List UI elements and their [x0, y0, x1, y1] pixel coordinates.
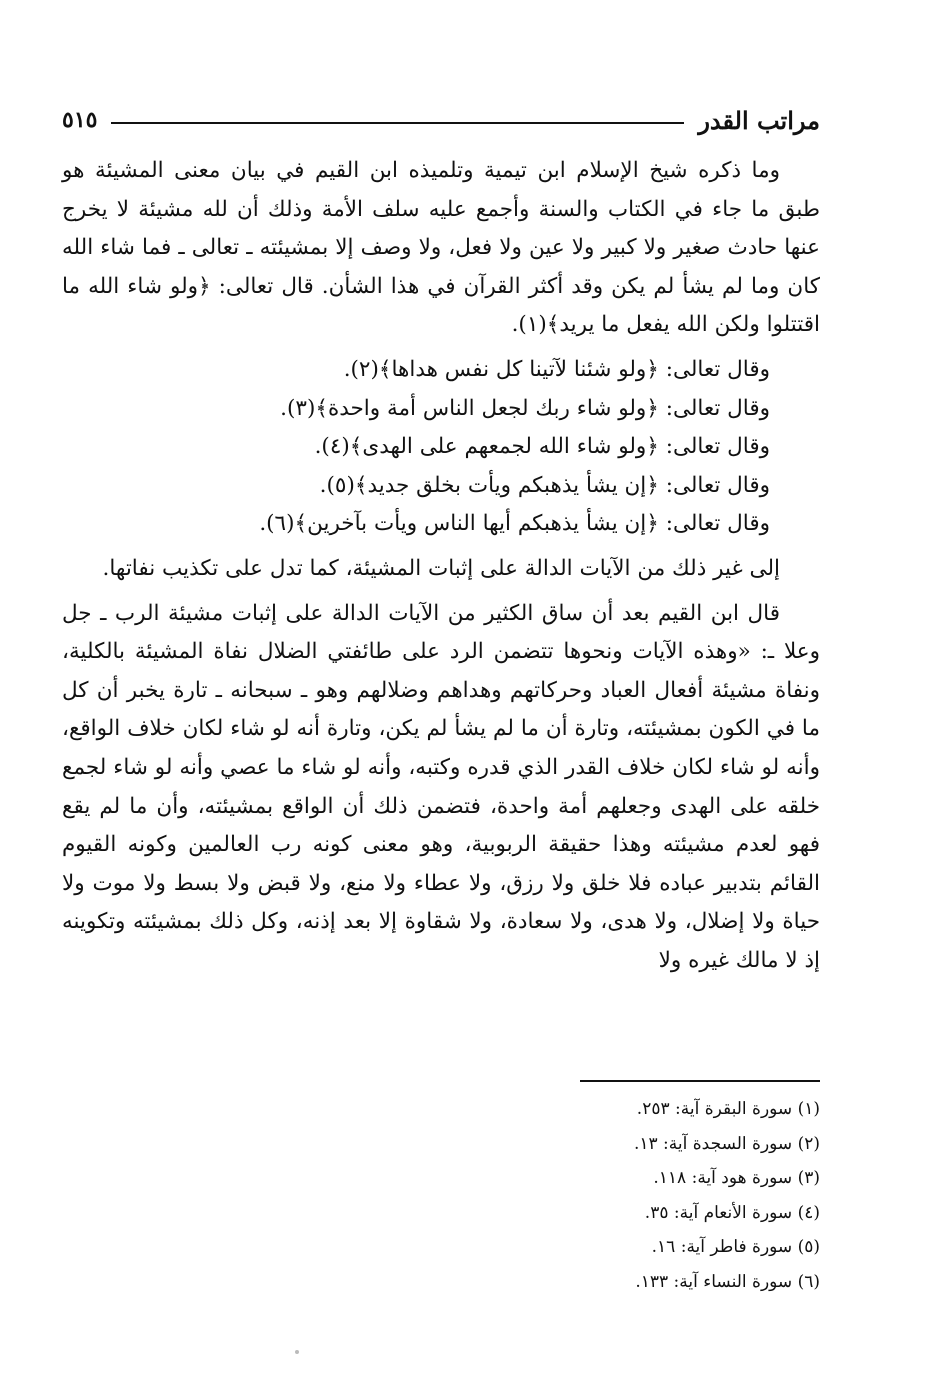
page-header — [62, 100, 820, 140]
footnote-2: (٢) سورة السجدة آية: ١٣. — [633, 1133, 820, 1154]
page-number: ٥١٥ — [62, 107, 98, 133]
verse-line-1: وقال تعالى: ﴿ولو شئنا لآتينا كل نفس هداها﴾(٢). — [343, 356, 770, 382]
body-text — [62, 152, 820, 980]
scan-speck — [295, 1350, 299, 1354]
footnote-5: (٥) سورة فاطر آية: ١٦. — [651, 1237, 820, 1257]
header-rule — [111, 122, 684, 124]
footnote-1: (١) سورة البقرة آية: ٢٥٣. — [636, 1099, 820, 1119]
footnote-separator — [580, 1080, 820, 1082]
footnotes — [520, 1092, 820, 1299]
paragraph-1: وما ذكره شيخ الإسلام ابن تيمية وتلميذه ابن القيم في بيان معنى المشيئة هو طبق ما جاء في الكتاب والسنة وأجمع عليه سلف الأمة وذلك أن لله مشيئة لا يخرج عنها حادث صغير ولا كبير ولا عين ولا فعل، ولا وصف إلا بمشيئته ـ تعالى ـ فما شاء الله كان وما لم يشأ لم يكن وقد أكثر القرآن في هذا الشأن. قال تعالى: ﴿ولو شاء الله ما اقتتلوا ولكن الله يفعل ما يريد﴾(١). — [62, 158, 820, 338]
verse-line-3: وقال تعالى: ﴿ولو شاء الله لجمعهم على الهدى﴾(٤). — [314, 434, 770, 460]
verse-line-5: وقال تعالى: ﴿إن يشأ يذهبكم أيها الناس ويأت بآخرين﴾(٦). — [259, 511, 770, 537]
footnote-3: (٣) سورة هود آية: ١١٨. — [653, 1168, 820, 1188]
verse-line-2: وقال تعالى: ﴿ولو شاء ربك لجعل الناس أمة واحدة﴾(٣). — [280, 395, 770, 421]
running-title: مراتب القدر — [698, 105, 820, 135]
footnote-4: (٤) سورة الأنعام آية: ٣٥. — [644, 1202, 820, 1223]
paragraph-2: إلى غير ذلك من الآيات الدالة على إثبات المشيئة، كما تدل على تكذيب نفاتها. — [102, 555, 780, 581]
footnote-6: (٦) سورة النساء آية: ١٣٣. — [635, 1271, 820, 1292]
verse-line-4: وقال تعالى: ﴿إن يشأ يذهبكم ويأت بخلق جديد﴾(٥). — [319, 472, 770, 498]
paragraph-3: قال ابن القيم بعد أن ساق الكثير من الآيات الدالة على إثبات مشيئة الرب ـ جل وعلا ـ: «وهذه الآيات ونحوها تتضمن الرد على طائفتي الضلال نفاة المشيئة بالكلية، ونفاة مشيئة أفعال العباد وحركاتهم وهداهم وضلالهم وهو ـ سبحانه ـ تارة يخبر أن كل ما في الكون بمشيئته، وتارة أن ما لم يشأ لم يكن، وتارة أنه لو شاء لكان خلاف الواقع، وأنه لو شاء لكان خلاف القدر الذي قدره وكتبه، وأنه لو شاء ما عصي وأنه لو شاء لجمع خلقه على الهدى وجعلهم أمة واحدة، فتضمن ذلك أن الواقع بمشيئته، وأن ما لم يقع فهو لعدم مشيئته وهذا حقيقة الربوبية، وهو معنى كونه رب العالمين وكونه القيوم القائم بتدبير عباده فلا خلق ولا رزق، ولا عطاء ولا منع، ولا قبض ولا بسط ولا موت ولا حياة ولا إضلال، ولا هدى، ولا سعادة، ولا شقاوة إلا بعد إذنه، وكل ذلك بمشيئته وتكوينه إذ لا مالك غيره ولا — [62, 600, 820, 973]
